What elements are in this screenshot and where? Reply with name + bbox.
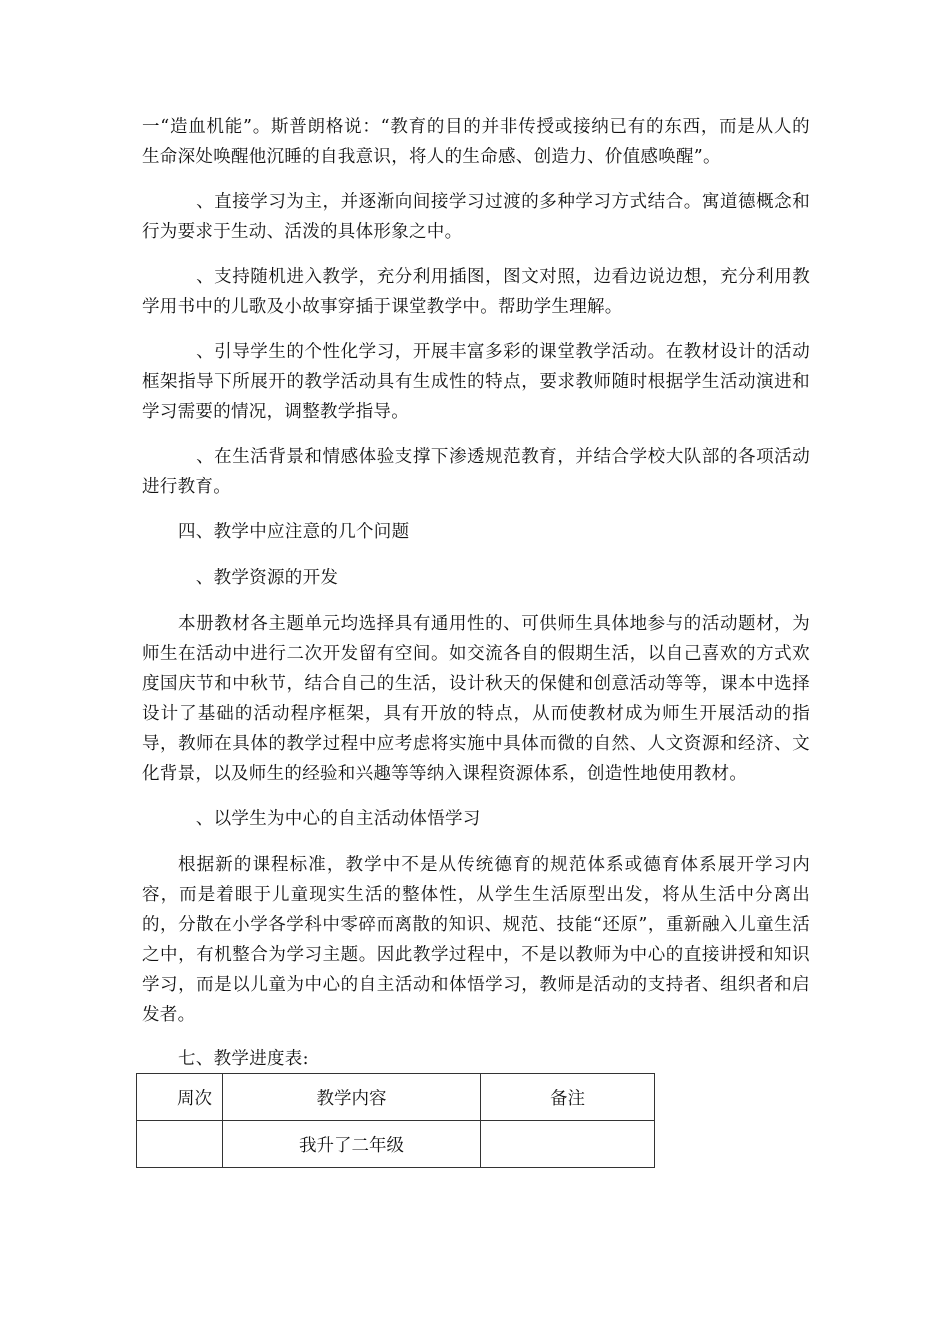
document-page: [142, 112, 810, 1156]
header-week: 周次: [137, 1074, 223, 1121]
schedule-header-row: [137, 1074, 655, 1121]
paragraph-personalized-learning: 、引导学生的个性化学习，开展丰富多彩的课堂教学活动。在教材设计的活动框架指导下所展开的教学活动具有生成性的特点，要求教师随时根据学生活动演进和学习需要的情况，调整教学指导。: [142, 342, 810, 422]
paragraph-intro: 一“造血机能”。斯普朗格说：“教育的目的并非传授或接纳已有的东西，而是从人的生命深处唤醒他沉睡的自我意识，将人的生命感、创造力、价值感唤醒”。: [142, 117, 810, 167]
schedule-caption: 七、教学进度表:: [178, 1049, 309, 1069]
table-row: [137, 1121, 655, 1168]
cell-note: [481, 1121, 655, 1168]
paragraph-student-centered: 根据新的课程标准，教学中不是从传统德育的规范体系或德育体系展开学习内容，而是着眼于儿童现实生活的整体性，从学生生活原型出发，将从生活中分离出的，分散在小学各学科中零碎而离散的知识、规范、技能“还原”，重新融入儿童生活之中，有机整合为学习主题。因此教学过程中，不是以教师为中心的直接讲授和知识学习，而是以儿童为中心的自主活动和体悟学习，教师是活动的支持者、组织者和启发者。: [142, 855, 810, 1025]
paragraph-norm-education: 、在生活背景和情感体验支撑下渗透规范教育，并结合学校大队部的各项活动进行教育。: [142, 447, 810, 497]
header-content: 教学内容: [223, 1074, 481, 1121]
cell-content: 我升了二年级: [223, 1121, 481, 1168]
cell-week: [137, 1121, 223, 1168]
header-note: 备注: [481, 1074, 655, 1121]
paragraph-direct-learning: 、直接学习为主，并逐渐向间接学习过渡的多种学习方式结合。寓道德概念和行为要求于生动、活泼的具体形象之中。: [142, 192, 810, 242]
subheading-resources: 、教学资源的开发: [178, 568, 339, 588]
paragraph-random-entry: 、支持随机进入教学，充分利用插图，图文对照，边看边说边想，充分利用教学用书中的儿歌及小故事穿插于课堂教学中。帮助学生理解。: [142, 267, 810, 317]
section-heading-issues: 四、教学中应注意的几个问题: [178, 522, 410, 542]
schedule-table: [136, 1073, 655, 1168]
paragraph-resources: 本册教材各主题单元均选择具有通用性的、可供师生具体地参与的活动题材，为师生在活动中进行二次开发留有空间。如交流各自的假期生活，以自己喜欢的方式欢度国庆节和中秋节，结合自己的生活，设计秋天的保健和创意活动等等，课本中选择设计了基础的活动程序框架，具有开放的特点，从而使教材成为师生开展活动的指导，教师在具体的教学过程中应考虑将实施中具体而微的自然、人文资源和经济、文化背景，以及师生的经验和兴趣等等纳入课程资源体系，创造性地使用教材。: [142, 614, 810, 784]
subheading-student-centered: 、以学生为中心的自主活动体悟学习: [178, 809, 481, 829]
